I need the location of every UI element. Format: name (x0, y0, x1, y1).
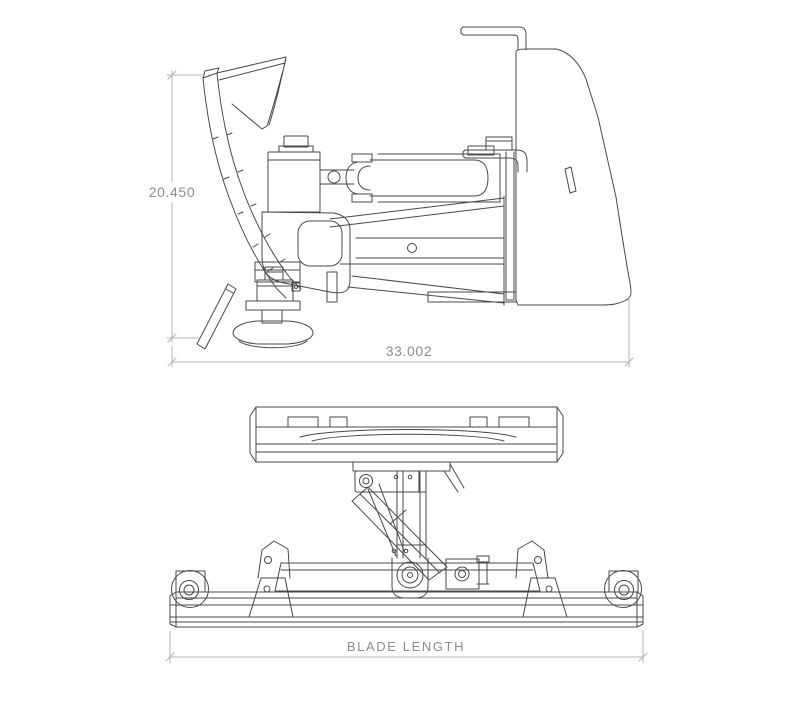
blade-length-dimension-label: BLADE LENGTH (346, 639, 466, 654)
depth-dimension-label: 33.002 (385, 343, 433, 359)
side-view-drawing (149, 27, 633, 367)
quick-attach-mount-plate (461, 27, 631, 305)
blade-end-discs (172, 571, 642, 608)
plan-view-drawing (166, 407, 647, 663)
blade-length-dimension (166, 631, 647, 663)
hydraulic-cylinder-side (320, 146, 500, 202)
depth-dimension (168, 297, 633, 367)
push-frame (330, 196, 516, 305)
blade-gussets (249, 541, 567, 617)
height-dimension-label: 20.450 (148, 184, 196, 200)
blade-plan (170, 592, 643, 627)
pivot-tower (255, 136, 350, 302)
moldboard-blade-profile (197, 57, 301, 349)
pivot-assembly-plan (352, 462, 479, 598)
height-dimension (149, 71, 205, 342)
attach-plate-plan (250, 407, 563, 462)
